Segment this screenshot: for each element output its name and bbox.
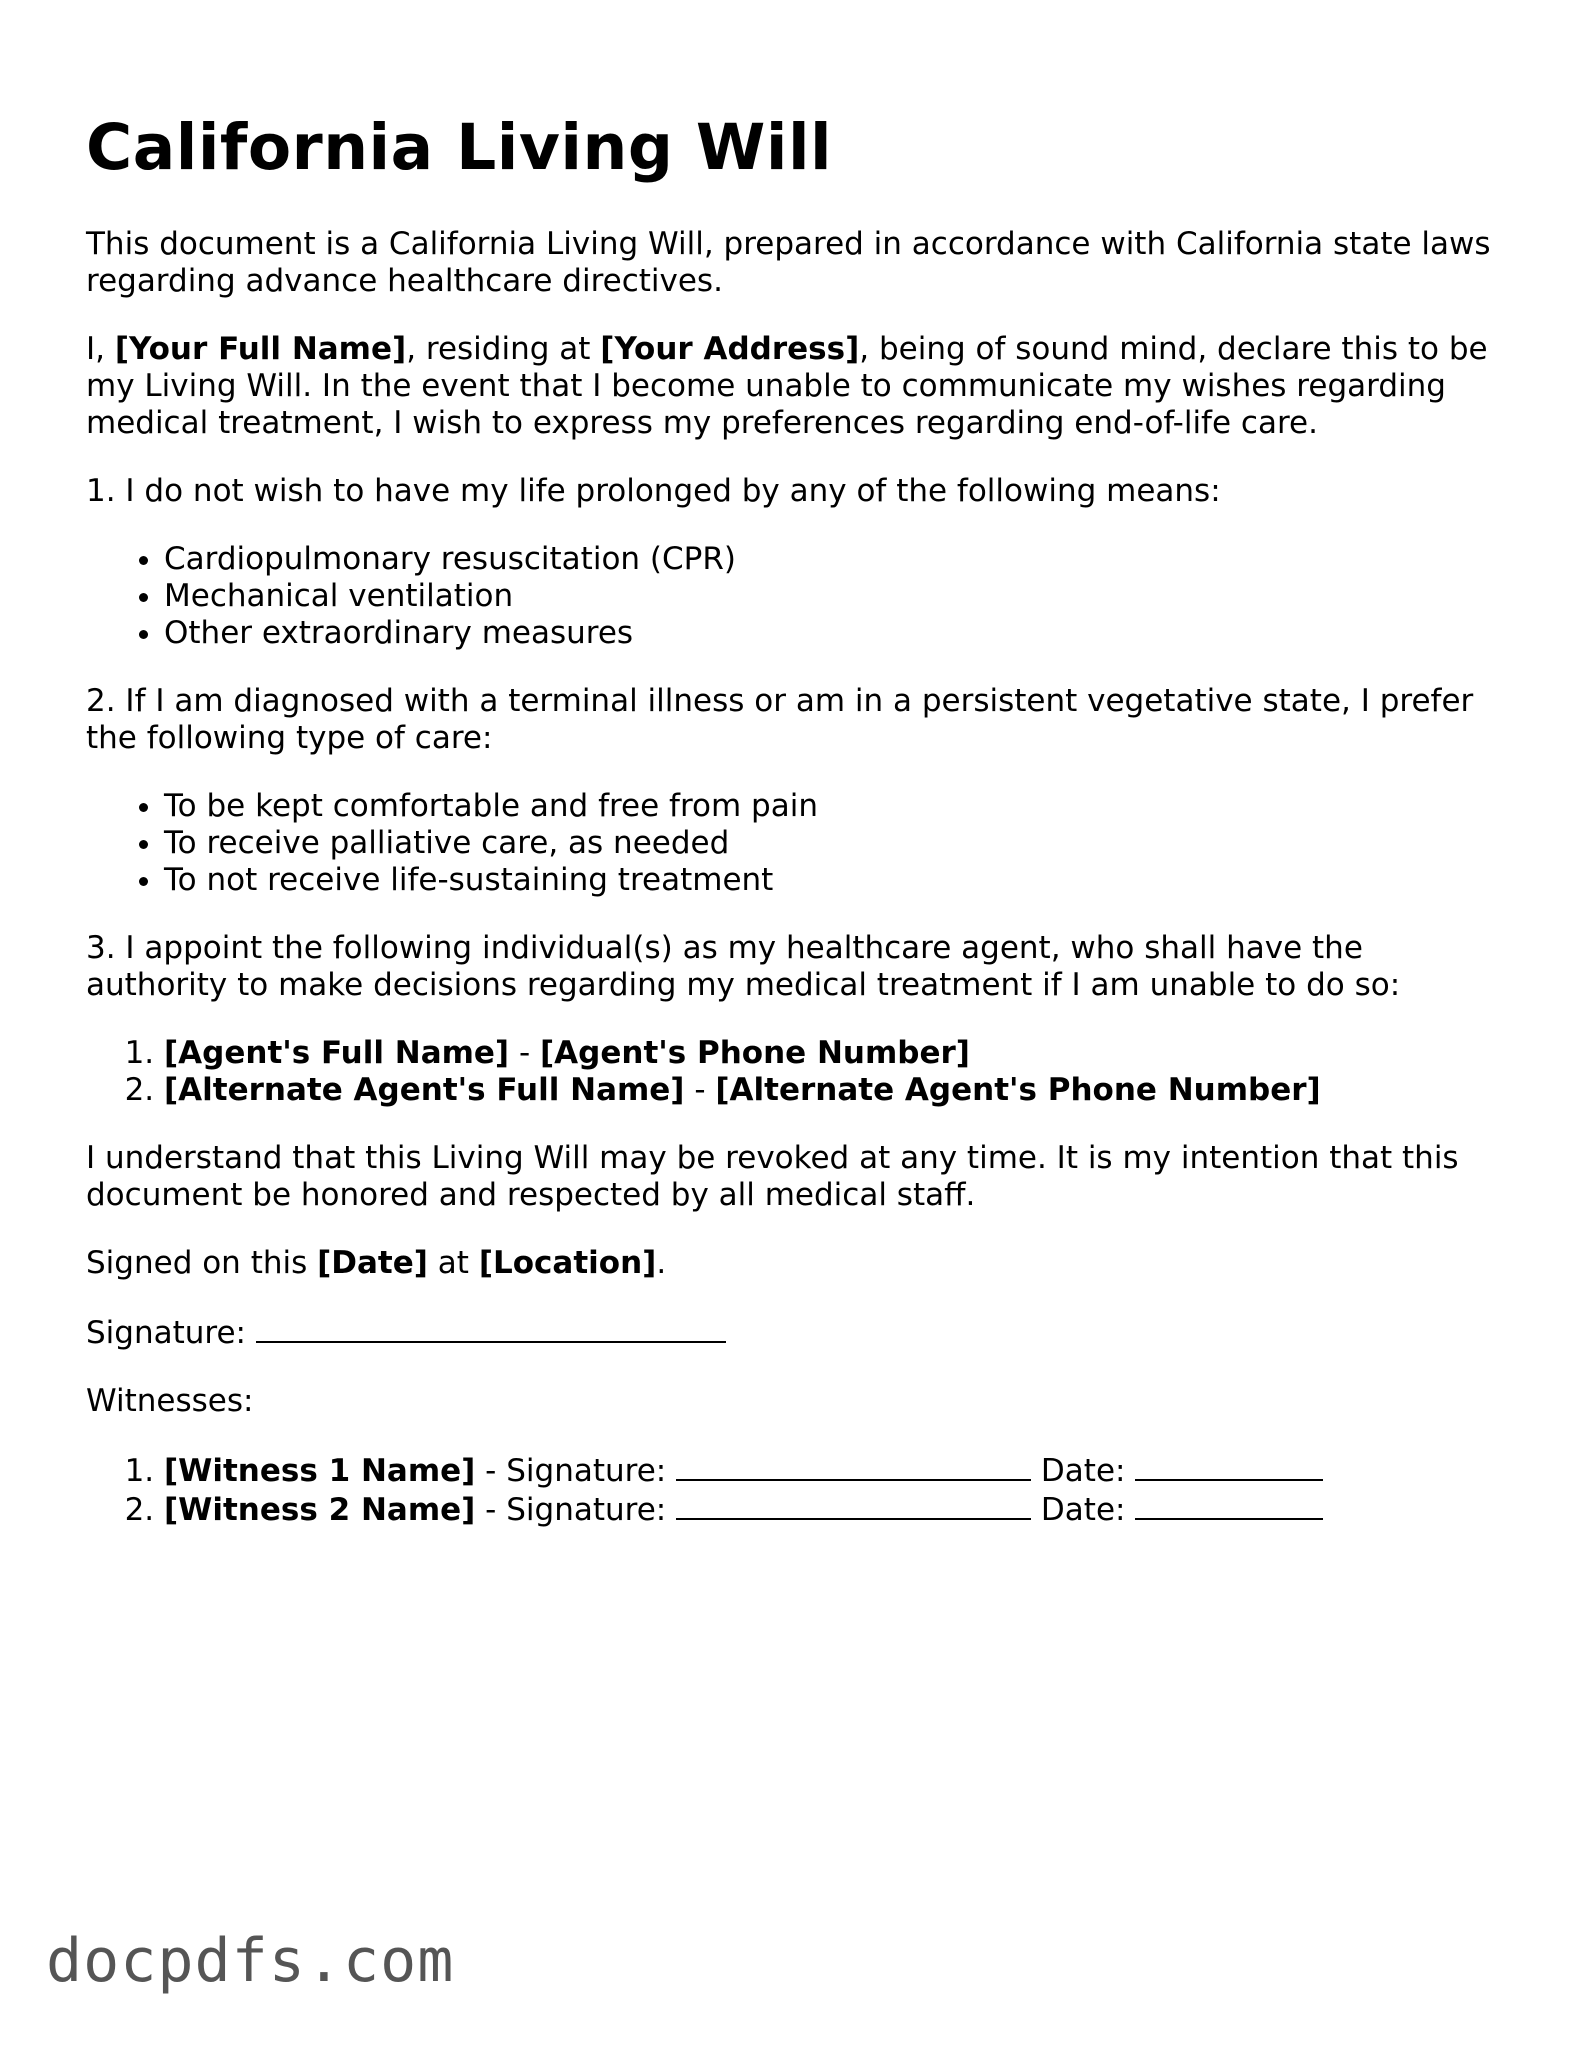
- signature-label: Signature:: [86, 1315, 256, 1351]
- witness-signature-label: - Signature:: [475, 1492, 677, 1528]
- list-item: [164, 1490, 1506, 1529]
- alternate-agent-phone-placeholder: [Alternate Agent's Phone Number]: [715, 1072, 1321, 1108]
- list-item: [164, 1035, 1506, 1072]
- full-name-placeholder: [Your Full Name]: [114, 331, 407, 367]
- section-2-heading: 2. If I am diagnosed with a terminal illness or am in a persistent vegetative state, I prefer the following type of care:: [86, 683, 1474, 756]
- signature-blank[interactable]: [256, 1313, 726, 1343]
- witness-date-blank[interactable]: [1135, 1451, 1323, 1481]
- list-item: [164, 1451, 1506, 1490]
- signature-line: [86, 1313, 1506, 1352]
- address-placeholder: [Your Address]: [600, 331, 860, 367]
- agent-phone-placeholder: [Agent's Phone Number]: [540, 1035, 970, 1071]
- agent-separator: -: [509, 1035, 541, 1071]
- list-item: • Cardiopulmonary resuscitation (CPR): [164, 541, 1506, 578]
- intro-paragraph: This document is a California Living Will, prepared in accordance with California state laws regarding advance healthcare directives.: [86, 226, 1491, 299]
- list-item: • To not receive life-sustaining treatment: [164, 862, 1506, 899]
- witnesses-label: Witnesses:: [86, 1383, 254, 1419]
- witness-signature-label: - Signature:: [475, 1453, 677, 1489]
- list-item: [164, 1072, 1506, 1109]
- watermark: docpdfs.com: [46, 1926, 455, 1996]
- section-1-list: [86, 541, 1506, 652]
- list-item: • Other extraordinary measures: [164, 615, 1506, 652]
- document-body: [86, 226, 1506, 1560]
- declaration-paragraph: [86, 331, 1506, 442]
- declaration-text-2: , residing at: [406, 331, 601, 367]
- list-item: • To be kept comfortable and free from pain: [164, 788, 1506, 825]
- witness-signature-blank[interactable]: [676, 1451, 1031, 1481]
- witness-signature-blank[interactable]: [676, 1490, 1031, 1520]
- signed-text-1: Signed on this: [86, 1245, 318, 1281]
- signed-text-3: .: [656, 1245, 667, 1281]
- list-item: • To receive palliative care, as needed: [164, 825, 1506, 862]
- page-title: California Living Will: [86, 111, 833, 184]
- signed-line: [86, 1245, 1506, 1282]
- declaration-text-3: , being of sound mind, declare this to be my Living Will. In the event that I become unable to communicate my wishes regarding medical treatment, I wish to express my preferences regarding end-of-life care.: [86, 331, 1488, 441]
- witness-date-label: Date:: [1031, 1492, 1136, 1528]
- witness-name-placeholder: [Witness 2 Name]: [164, 1492, 476, 1528]
- agent-separator: -: [684, 1072, 716, 1108]
- declaration-text-1: I,: [86, 331, 115, 367]
- alternate-agent-name-placeholder: [Alternate Agent's Full Name]: [164, 1072, 685, 1108]
- date-placeholder: [Date]: [317, 1245, 428, 1281]
- section-3-heading: 3. I appoint the following individual(s) as my healthcare agent, who shall have the authority to make decisions regarding my medical treatment if I am unable to do so:: [86, 930, 1401, 1003]
- location-placeholder: [Location]: [478, 1245, 657, 1281]
- section-1-heading: 1. I do not wish to have my life prolonged by any of the following means:: [86, 473, 1221, 509]
- agents-list: [86, 1035, 1506, 1109]
- revocation-paragraph: I understand that this Living Will may be revoked at any time. It is my intention that this document be honored and respected by all medical staff.: [86, 1140, 1459, 1213]
- section-2-list: [86, 788, 1506, 899]
- witness-date-blank[interactable]: [1135, 1490, 1323, 1520]
- signed-text-2: at: [427, 1245, 479, 1281]
- witness-name-placeholder: [Witness 1 Name]: [164, 1453, 476, 1489]
- agent-name-placeholder: [Agent's Full Name]: [164, 1035, 510, 1071]
- witness-date-label: Date:: [1031, 1453, 1136, 1489]
- list-item: • Mechanical ventilation: [164, 578, 1506, 615]
- witnesses-list: [86, 1451, 1506, 1529]
